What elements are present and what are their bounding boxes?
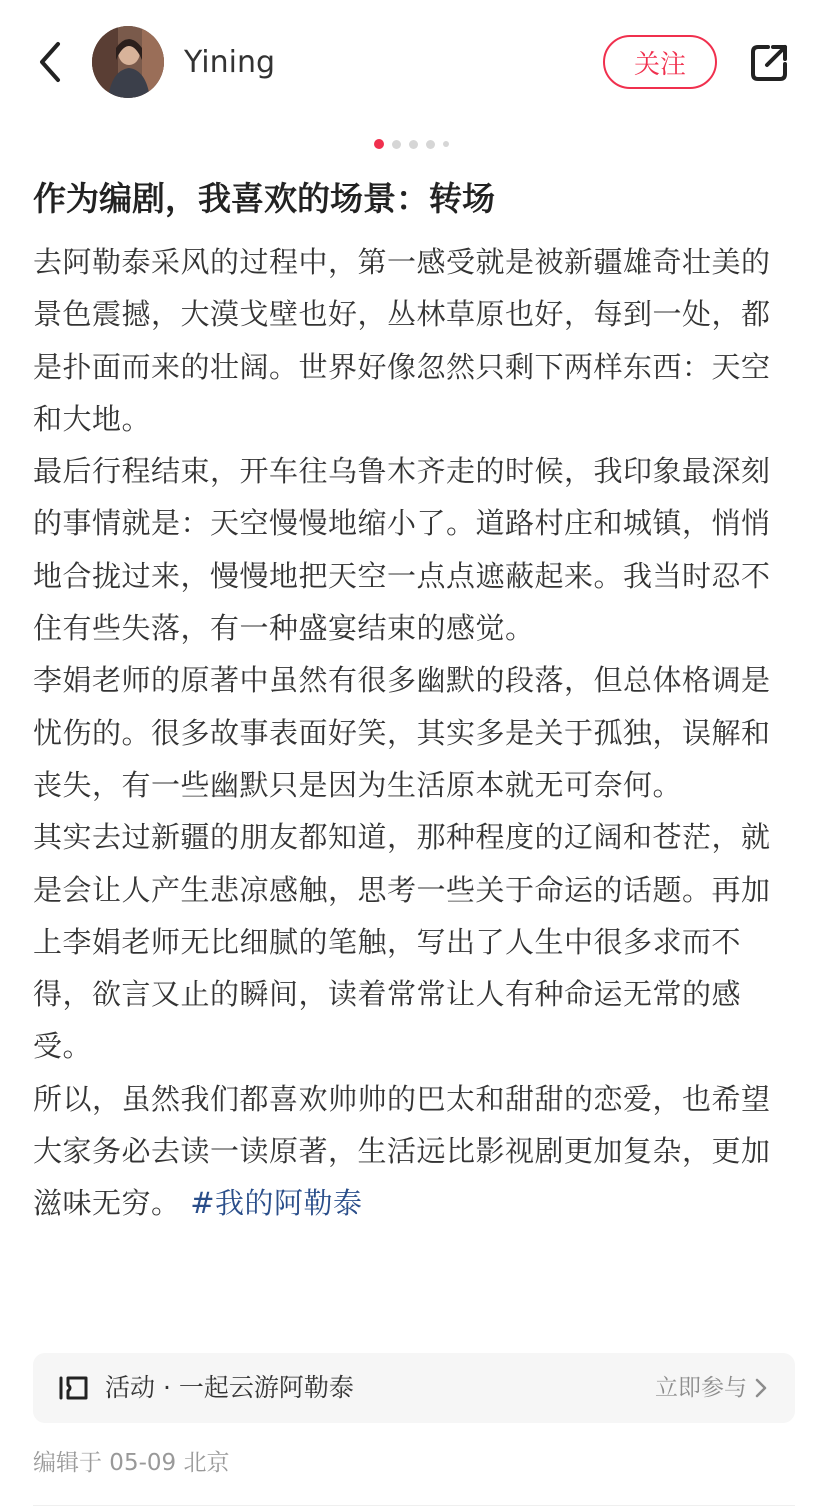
post-paragraph: 其实去过新疆的朋友都知道，那种程度的辽阔和苍茫，就是会让人产生悲凉感触，思考一些关于命运的话题。再加上李娟老师无比细腻的笔触，写出了人生中很多求而不得，欲言又止的瞬间，读着常常让人有种命运无常的感受。: [33, 820, 771, 1064]
follow-button[interactable]: 关注: [603, 35, 717, 89]
avatar-image: [92, 26, 164, 98]
post-paragraph-text: 所以，虽然我们都喜欢帅帅的巴太和甜甜的恋爱，也希望大家务必去读一读原著，生活远比影视剧更加复杂，更加滋味无穷。: [33, 1081, 771, 1221]
back-button[interactable]: [30, 38, 70, 86]
post-paragraph: 李娟老师的原著中虽然有很多幽默的段落，但总体格调是忧伤的。很多故事表面好笑，其实多是关于孤独，误解和丧失，有一些幽默只是因为生活原本就无可奈何。: [33, 663, 771, 802]
activity-banner[interactable]: [33, 1353, 795, 1423]
activity-icon: [59, 1376, 89, 1400]
share-icon: [748, 42, 790, 84]
post-paragraph: 去阿勒泰采风的过程中，第一感受就是被新疆雄奇壮美的景色震撼，大漠戈壁也好，丛林草原也好，每到一处，都是扑面而来的壮阔。世界好像忽然只剩下两样东西：天空和大地。: [33, 245, 771, 436]
share-button[interactable]: [748, 42, 790, 84]
top-bar: [0, 0, 823, 126]
author-name[interactable]: Yining: [184, 45, 275, 80]
edit-info: 编辑于 05-09 北京: [33, 1450, 230, 1476]
carousel-dot[interactable]: [409, 140, 418, 149]
activity-label: 活动 · 一起云游阿勒泰: [105, 1373, 354, 1402]
avatar[interactable]: [92, 26, 164, 98]
carousel-indicator: [0, 138, 823, 150]
divider: [33, 1505, 795, 1506]
carousel-dot[interactable]: [392, 140, 401, 149]
chevron-right-icon: [755, 1378, 767, 1398]
post-title: 作为编剧，我喜欢的场景：转场: [33, 179, 495, 218]
post-body: [33, 236, 793, 1230]
chevron-left-icon: [30, 38, 70, 86]
carousel-dot[interactable]: [426, 140, 435, 149]
carousel-dot-active[interactable]: [374, 139, 384, 149]
post-paragraph: 最后行程结束，开车往乌鲁木齐走的时候，我印象最深刻的事情就是：天空慢慢地缩小了。道路村庄和城镇，悄悄地合拢过来，慢慢地把天空一点点遮蔽起来。我当时忍不住有些失落，有一种盛宴结束的感觉。: [33, 454, 771, 646]
carousel-dot[interactable]: [443, 141, 449, 147]
join-activity-button[interactable]: [655, 1367, 767, 1409]
hashtag-link[interactable]: #我的阿勒泰: [190, 1186, 363, 1221]
join-activity-label: 立即参与: [655, 1375, 747, 1401]
post-paragraph: [33, 1073, 793, 1230]
